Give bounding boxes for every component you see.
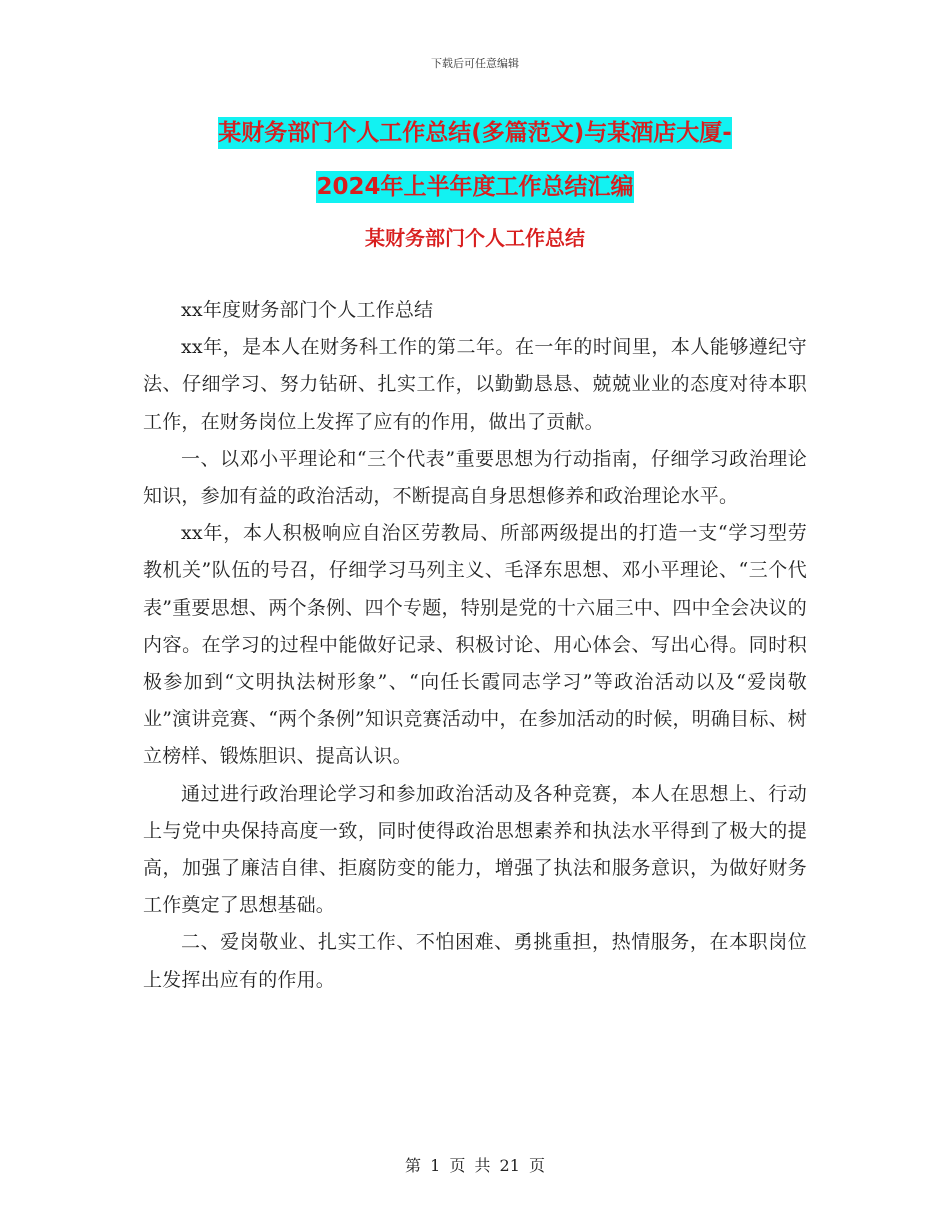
paragraph: xx年，本人积极响应自治区劳教局、所部两级提出的打造一支“学习型劳教机关”队伍的号召，仔细学习马列主义、毛泽东思想、邓小平理论、“三个代表”重要思想、两个条例、四个专题，特别是党的十六届三中、四中全会决议的内容。在学习的过程中能做好记录、积极讨论、用心体会、写出心得。同时积极参加到“文明执法树形象”、“向任长霞同志学习”等政治活动以及“爱岗敬业”演讲竞赛、“两个条例”知识竞赛活动中，在参加活动的时候，明确目标、树立榜样、锻炼胆识、提高认识。 [143, 522, 807, 768]
document-title [0, 106, 950, 214]
document-body [143, 292, 807, 999]
document-title-line-1: 某财务部门个人工作总结(多篇范文)与某酒店大厦- [218, 117, 732, 149]
document-title-line-2: 2024年上半年度工作总结汇编 [316, 171, 633, 203]
paragraph: 二、爱岗敬业、扎实工作、不怕困难、勇挑重担，热情服务，在本职岗位上发挥出应有的作用。 [143, 931, 807, 991]
paragraph: xx年，是本人在财务科工作的第二年。在一年的时间里，本人能够遵纪守法、仔细学习、努力钻研、扎实工作，以勤勤恳恳、兢兢业业的态度对待本职工作，在财务岗位上发挥了应有的作用，做出了贡献。 [143, 336, 807, 433]
page-number-footer: 第 1 页 共 21 页 [405, 1156, 545, 1175]
paragraph: 通过进行政治理论学习和参加政治活动及各种竞赛，本人在思想上、行动上与党中央保持高度一致，同时使得政治思想素养和执法水平得到了极大的提高，加强了廉洁自律、拒腐防变的能力，增强了执法和服务意识，为做好财务工作奠定了思想基础。 [143, 782, 807, 917]
paragraph-subtitle: xx年度财务部门个人工作总结 [181, 299, 434, 321]
section-title: 某财务部门个人工作总结 [365, 226, 585, 250]
header-note: 下载后可任意编辑 [431, 57, 519, 70]
paragraph: 一、以邓小平理论和“三个代表”重要思想为行动指南，仔细学习政治理论知识，参加有益的政治活动，不断提高自身思想修养和政治理论水平。 [143, 447, 807, 508]
